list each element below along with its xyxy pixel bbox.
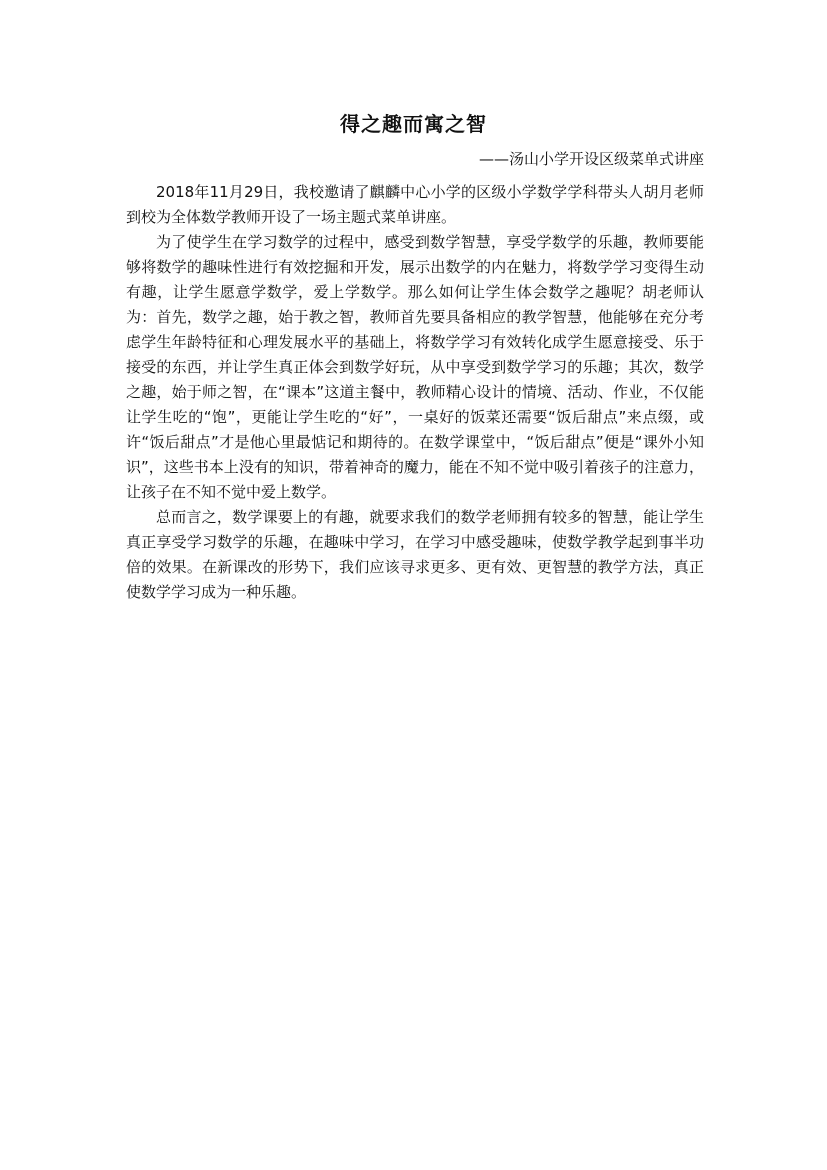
- paragraph-main: 为了使学生在学习数学的过程中，感受到数学智慧，享受学数学的乐趣，教师要能够将数学的趣味性进行有效挖掘和开发，展示出数学的内在魅力，将数学学习变得生动有趣，让学生愿意学数学，爱上学数学。那么如何让学生体会数学之趣呢？胡老师认为：首先，数学之趣，始于教之智，教师首先要具备相应的教学智慧，他能够在充分考虑学生年龄特征和心理发展水平的基础上，将数学学习有效转化成学生愿意接受、乐于接受的东西，并让学生真正体会到数学好玩，从中享受到数学学习的乐趣；其次，数学之趣，始于师之智，在“课本”这道主餐中，教师精心设计的情境、活动、作业，不仅能让学生吃的“饱”，更能让学生吃的“好”，一桌好的饭菜还需要“饭后甜点”来点缀，或许“饭后甜点”才是他心里最惦记和期待的。在数学课堂中，“饭后甜点”便是“课外小知识”，这些书本上没有的知识，带着神奇的魔力，能在不知不觉中吸引着孩子的注意力，让孩子在不知不觉中爱上数学。: [126, 233, 704, 501]
- document-subtitle: ——汤山小学开设区级菜单式讲座: [478, 150, 704, 168]
- paragraph-conclusion: 总而言之，数学课要上的有趣，就要求我们的数学老师拥有较多的智慧，能让学生真正享受学习数学的乐趣，在趣味中学习，在学习中感受趣味，使数学教学起到事半功倍的效果。在新课改的形势下，我们应该寻求更多、更有效、更智慧的教学方法，真正使数学学习成为一种乐趣。: [126, 508, 704, 601]
- document-title: 得之趣而寓之智: [340, 112, 487, 136]
- document-body: [126, 180, 704, 605]
- paragraph-intro: 2018年11月29日，我校邀请了麒麟中心小学的区级小学数学学科带头人胡月老师到校为全体数学教师开设了一场主题式菜单讲座。: [126, 183, 704, 226]
